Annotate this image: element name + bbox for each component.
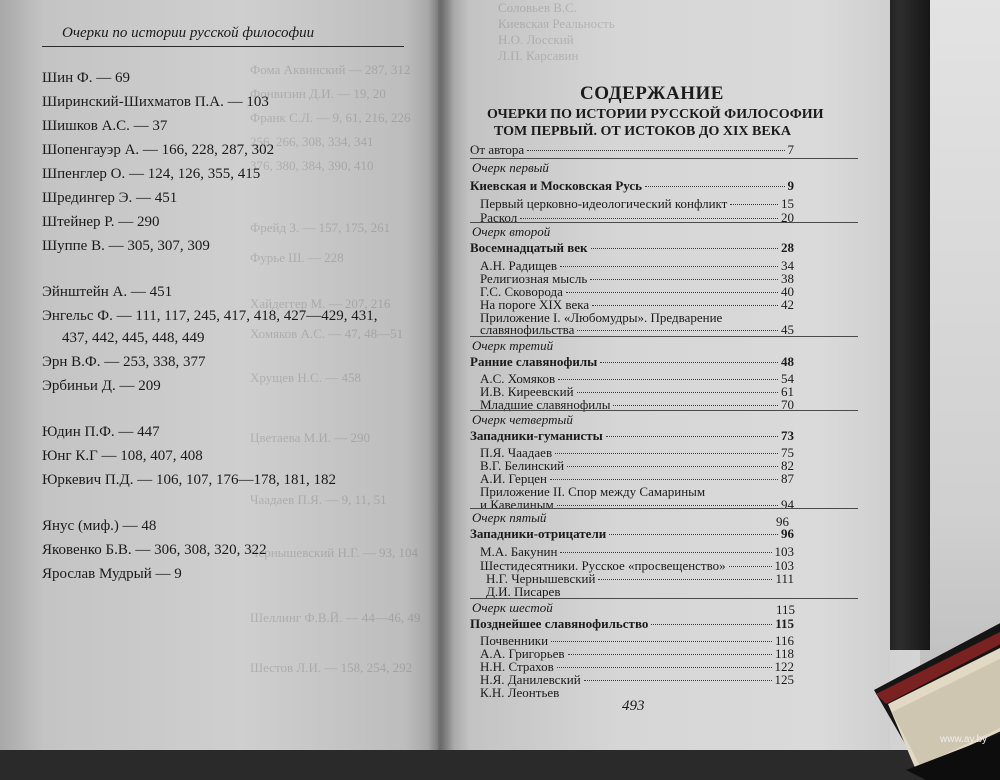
essay-label: Очерк третий	[472, 338, 554, 353]
toc-page-number: 103	[774, 558, 794, 573]
running-head: Очерки по истории русской философии	[62, 25, 315, 41]
essay-label: Очерк второй	[472, 224, 551, 239]
essay-label: Очерк пятый	[472, 510, 547, 525]
toc-entry-label: Раскол	[480, 210, 518, 225]
bleed-through-text: Франк С.Л. — 9, 61, 216, 226	[250, 110, 411, 125]
index-entry: Эрн В.Ф. — 253, 338, 377	[42, 354, 206, 370]
bleed-through-text: Хайдеггер М. — 207, 216	[250, 296, 391, 311]
leader-dots	[550, 479, 778, 480]
toc-page-number: 116	[774, 633, 794, 648]
index-entry: 437, 442, 445, 448, 449	[62, 330, 205, 346]
toc-page-number: 70	[781, 397, 794, 412]
toc-page-number: 122	[774, 659, 794, 674]
toc-entry-label: На пороге XIX века	[480, 297, 590, 312]
leader-dots	[645, 186, 784, 187]
bleed-through-text: Киевская Реальность	[498, 16, 615, 31]
toc-page-number: 40	[781, 284, 794, 299]
toc-entry-label: и Кавелиным	[480, 497, 554, 512]
toc-entry-label: Западники-отрицатели	[470, 526, 607, 541]
bleed-through-text: Чаадаев П.Я. — 9, 11, 51	[250, 492, 387, 507]
toc-subtitle-volume: ТОМ ПЕРВЫЙ. ОТ ИСТОКОВ ДО XIX ВЕКА	[494, 124, 791, 139]
toc-entry-label: Почвенники	[480, 633, 549, 648]
bleed-through-text: Шеллинг Ф.В.Й. — 44—46, 49	[250, 610, 421, 625]
leader-dots	[568, 654, 772, 655]
leader-dots	[590, 279, 778, 280]
toc-page-number: 15	[781, 196, 794, 211]
toc-entry-label: От автора	[470, 142, 525, 157]
toc-entry-label: И.В. Киреевский	[480, 384, 574, 399]
toc-entry-label: Шестидесятники. Русское «просвещенство»	[480, 558, 726, 573]
section-rule	[470, 598, 858, 599]
toc-entry-label: Восемнадцатый век	[470, 240, 588, 255]
toc-entry-label: Приложение II. Спор между Самариным	[480, 484, 706, 499]
bleed-through-text: 256, 266, 308, 334, 341	[250, 134, 374, 149]
toc-page-number: 20	[781, 210, 794, 225]
toc-entry-label: Приложение I. «Любомудры». Предварение	[480, 310, 723, 325]
bleed-through-text: Л.П. Карсавин	[498, 48, 579, 63]
leader-dots	[651, 624, 772, 625]
index-entry: Шопенгауэр А. — 166, 228, 287, 302	[42, 142, 275, 158]
index-entry: Шишков А.С. — 37	[42, 118, 168, 134]
toc-chapter-title	[470, 178, 794, 194]
index-entry: Юнг К.Г — 108, 407, 408	[42, 448, 203, 464]
index-entry: Шпенглер О. — 124, 126, 355, 415	[42, 166, 261, 182]
toc-entry-author	[470, 142, 794, 158]
bleed-through-text: 376, 380, 384, 390, 410	[250, 158, 374, 173]
toc-page-number: 115	[776, 602, 796, 617]
index-entry: Шредингер Э. — 451	[42, 190, 178, 206]
bleed-through-text: Чернышевский Н.Г. — 93, 104	[250, 545, 418, 560]
toc-entry-label: Н.Я. Данилевский	[480, 672, 581, 687]
toc-page-number: 42	[781, 297, 794, 312]
toc-chapter-title	[470, 240, 794, 256]
page-number: 493	[622, 698, 645, 714]
index-entry: Ярослав Мудрый — 9	[42, 566, 182, 582]
leader-dots	[558, 379, 778, 380]
leader-dots	[577, 330, 778, 331]
section-rule	[470, 410, 858, 411]
toc-page-number: 111	[775, 571, 794, 586]
bleed-through-text: Хомяков А.С. — 47, 48—51	[250, 326, 404, 341]
closed-book-corner	[866, 620, 1000, 780]
index-entry: Энгельс Ф. — 111, 117, 245, 417, 418, 427—429, 431,	[42, 308, 378, 324]
toc-entry-label: А.И. Герцен	[480, 471, 548, 486]
leader-dots	[598, 579, 772, 580]
leader-dots	[592, 305, 778, 306]
leader-dots	[729, 566, 772, 567]
toc-page-number: 94	[781, 497, 794, 512]
toc-page-number: 96	[781, 526, 794, 541]
toc-entry-label: К.Н. Леонтьев	[480, 685, 560, 700]
toc-title: СОДЕРЖАНИЕ	[580, 83, 724, 104]
index-entry: Яковенко Б.В. — 306, 308, 320, 322	[42, 542, 267, 558]
left-page	[0, 0, 440, 750]
toc-page-number: 115	[775, 616, 794, 631]
toc-chapter-title	[470, 526, 794, 542]
essay-label: Очерк шестой	[472, 600, 553, 615]
toc-entry-label: Религиозная мысль	[480, 271, 588, 286]
leader-dots	[606, 436, 778, 437]
toc-page-number: 103	[774, 544, 794, 559]
toc-entry-label: Н.Н. Страхов	[480, 659, 554, 674]
index-entry: Юдин П.Ф. — 447	[42, 424, 160, 440]
toc-chapter-title	[470, 428, 794, 444]
bleed-through-text: Н.О. Лосский	[498, 32, 574, 47]
leader-dots	[560, 552, 771, 553]
section-rule	[470, 222, 858, 223]
index-entry: Штейнер Р. — 290	[42, 214, 160, 230]
toc-entry-label: В.Г. Белинский	[480, 458, 565, 473]
bleed-through-text: Фурье Ш. — 228	[250, 250, 344, 265]
leader-dots	[551, 641, 772, 642]
toc-page-number: 38	[781, 271, 794, 286]
bleed-through-text: Фома Аквинский — 287, 312	[250, 62, 411, 77]
toc-page-number: 82	[781, 458, 794, 473]
bleed-through-text: Цветаева М.И. — 290	[250, 430, 371, 445]
bleed-through-text: Хрущев Н.С. — 458	[250, 370, 361, 385]
toc-entry-label: П.Я. Чаадаев	[480, 445, 553, 460]
leader-dots	[730, 204, 778, 205]
essay-label: Очерк первый	[472, 160, 549, 175]
toc-entry-label: Ранние славянофилы	[470, 354, 598, 369]
index-entry: Шин Ф. — 69	[42, 70, 131, 86]
leader-dots	[577, 392, 778, 393]
toc-page-number: 125	[774, 672, 794, 687]
toc-entry-label: А.Н. Радищев	[480, 258, 558, 273]
toc-entry-label: Младшие славянофилы	[480, 397, 611, 412]
toc-entry-label: Киевская и Московская Русь	[470, 178, 643, 193]
toc-entry-label: Позднейшее славянофильство	[470, 616, 649, 631]
toc-page-number: 96	[776, 514, 789, 529]
essay-label: Очерк четвертый	[472, 412, 573, 427]
toc-chapter-title	[470, 354, 794, 370]
leader-dots	[567, 466, 778, 467]
bleed-through-text: Фонвизин Д.И. — 19, 20	[250, 86, 386, 101]
leader-dots	[591, 248, 778, 249]
section-rule	[470, 336, 858, 337]
toc-page-number: 118	[774, 646, 794, 661]
leader-dots	[609, 534, 778, 535]
section-rule	[470, 158, 858, 159]
toc-page-number: 45	[781, 322, 794, 337]
toc-page-number: 9	[787, 178, 794, 193]
bleed-through-text: Соловьев В.С.	[498, 0, 578, 15]
bleed-through-text: Фрейд З. — 157, 175, 261	[250, 220, 391, 235]
index-entry: Шуппе В. — 305, 307, 309	[42, 238, 210, 254]
section-rule	[470, 508, 858, 509]
bleed-through-text: Шестов Л.И. — 158, 254, 292	[250, 660, 413, 675]
leader-dots	[527, 150, 784, 151]
toc-page-number: 75	[781, 445, 794, 460]
toc-page-number: 28	[781, 240, 794, 255]
toc-page-number: 87	[781, 471, 794, 486]
index-entry: Янус (миф.) — 48	[42, 518, 157, 534]
index-entry: Ширинский-Шихматов П.А. — 103	[42, 94, 269, 110]
leader-dots	[557, 667, 772, 668]
toc-chapter-title	[470, 616, 794, 632]
leader-dots	[613, 405, 778, 406]
toc-page-number: 34	[781, 258, 794, 273]
toc-page-number: 7	[787, 142, 794, 157]
index-entry: Эйнштейн А. — 451	[42, 284, 173, 300]
toc-entry-label: Первый церковно-идеологический конфликт	[480, 196, 728, 211]
leader-dots	[520, 218, 778, 219]
leader-dots	[560, 266, 778, 267]
toc-page-number: 54	[781, 371, 794, 386]
leader-dots	[557, 505, 778, 506]
toc-entry-label: А.С. Хомяков	[480, 371, 556, 386]
watermark: www.ay.by	[940, 734, 988, 745]
toc-entry-label: М.А. Бакунин	[480, 544, 558, 559]
toc-entry-label: Н.Г. Чернышевский	[486, 571, 596, 586]
header-rule	[42, 46, 404, 47]
leader-dots	[566, 292, 778, 293]
toc-entry-label: Г.С. Сковорода	[480, 284, 563, 299]
toc-entry-label: А.А. Григорьев	[480, 646, 565, 661]
toc-entry-label: Западники-гуманисты	[470, 428, 603, 443]
index-entry: Эрбиньи Д. — 209	[42, 378, 161, 394]
toc-page-number: 73	[781, 428, 794, 443]
toc-entry-label: Д.И. Писарев	[486, 584, 561, 599]
book-gutter	[428, 0, 454, 750]
toc-entry-label: славянофильства	[480, 322, 575, 337]
leader-dots	[555, 453, 778, 454]
toc-page-number: 48	[781, 354, 794, 369]
toc-subtitle-series: ОЧЕРКИ ПО ИСТОРИИ РУССКОЙ ФИЛОСОФИИ	[487, 107, 824, 122]
index-entry: Юркевич П.Д. — 106, 107, 176—178, 181, 182	[42, 472, 336, 488]
leader-dots	[584, 680, 772, 681]
toc-page-number: 61	[781, 384, 794, 399]
leader-dots	[600, 362, 778, 363]
